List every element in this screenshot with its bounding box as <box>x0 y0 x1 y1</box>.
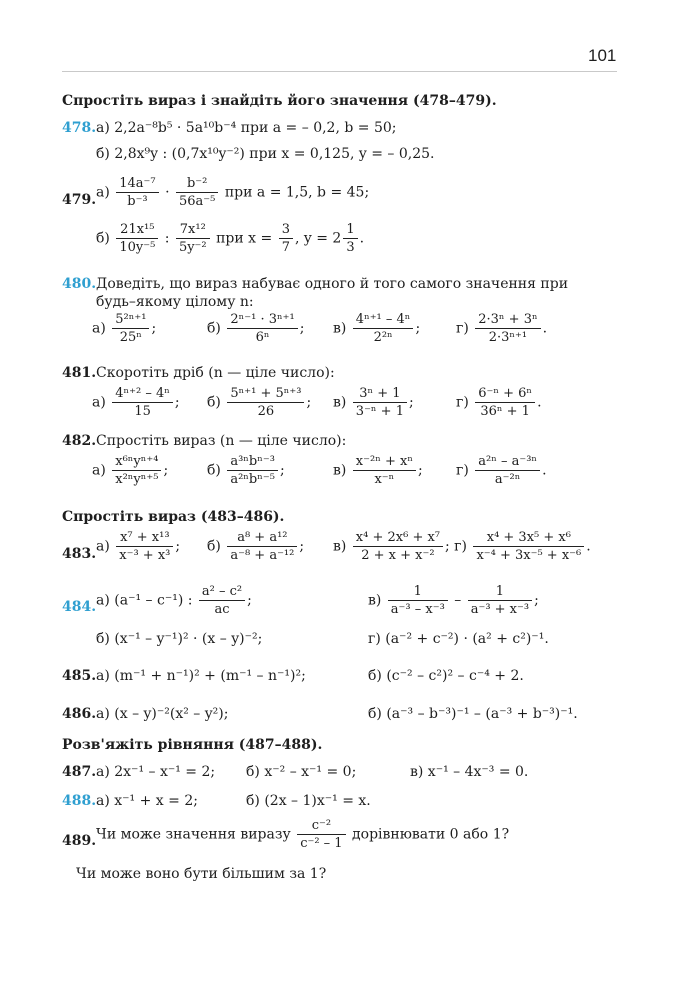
fraction <box>343 222 357 255</box>
denominator: 3 <box>346 240 355 255</box>
problem-number-488: 488. <box>62 793 97 809</box>
page-number: 101 <box>588 46 617 65</box>
label: а) <box>92 462 106 479</box>
fraction <box>227 454 278 487</box>
problem-number-489: 489. <box>62 833 97 849</box>
problem-482-heading: Спростіть вираз (n — ціле число): <box>96 433 347 449</box>
numerator: 4ⁿ⁺¹ – 4ⁿ <box>353 312 414 329</box>
problem-number-486: 486. <box>62 706 97 722</box>
denominator: x²ⁿyⁿ⁺⁵ <box>115 472 159 487</box>
fraction <box>475 454 540 487</box>
punct: ; <box>174 394 180 411</box>
problem-478-b: б) 2,8x⁹y : (0,7x¹⁰y⁻²) при x = 0,125, y = – 0,25. <box>96 146 435 162</box>
denominator: x⁻ⁿ <box>374 472 395 487</box>
problem-482-d <box>456 454 547 487</box>
punct: ; <box>306 394 312 411</box>
numerator: a⁸ + a¹² <box>227 530 297 547</box>
punct: . <box>537 394 542 411</box>
section-heading-483-486: Спростіть вираз (483–486). <box>62 509 285 525</box>
numerator: 1 <box>343 222 357 239</box>
fraction <box>353 386 407 419</box>
punct: ; <box>163 462 169 479</box>
problem-484-c <box>368 584 539 617</box>
denominator: a⁻³ + x⁻³ <box>470 602 530 617</box>
problem-480-text-1: Доведіть, що вираз набуває одного й того самого значення при <box>96 276 569 292</box>
numerator: 6⁻ⁿ + 6ⁿ <box>475 386 535 403</box>
denominator: 10y⁻⁵ <box>119 240 156 255</box>
fraction <box>473 530 584 563</box>
fraction <box>116 222 158 255</box>
problem-number-479: 479. <box>62 192 97 208</box>
problem-488-b: б) (2x – 1)x⁻¹ = x. <box>246 793 371 809</box>
denominator: a⁻⁸ + a⁻¹² <box>230 548 295 563</box>
text: дорівнювати 0 або 1? <box>352 826 510 843</box>
problem-488-a: а) x⁻¹ + x = 2; <box>96 793 198 809</box>
label: в) <box>333 394 347 411</box>
punct: ; <box>175 538 181 555</box>
problem-480-d <box>456 312 547 345</box>
condition: при x = <box>216 230 273 247</box>
problem-number-481: 481. <box>62 365 97 381</box>
numerator: a²ⁿ – a⁻³ⁿ <box>475 454 540 471</box>
label: а) <box>96 592 110 609</box>
problem-481-d <box>456 386 542 419</box>
problem-487-c: в) x⁻¹ – 4x⁻³ = 0. <box>410 764 529 780</box>
operator: : <box>164 230 170 247</box>
problem-480-a <box>92 312 156 345</box>
problem-number-480: 480. <box>62 276 97 292</box>
label: а) <box>92 394 106 411</box>
numerator: x⁶ⁿyⁿ⁺⁴ <box>112 454 161 471</box>
denominator: 26 <box>257 404 275 419</box>
numerator: x⁴ + 3x⁵ + x⁶ <box>473 530 584 547</box>
problem-number-483: 483. <box>62 546 97 562</box>
fraction <box>353 454 416 487</box>
numerator: 14a⁻⁷ <box>116 176 158 193</box>
problem-479-a <box>96 176 369 209</box>
numerator: b⁻² <box>176 176 218 193</box>
denominator: b⁻³ <box>127 194 148 209</box>
denominator: ac <box>214 602 230 617</box>
label: г) <box>456 320 469 337</box>
numerator: a³ⁿbⁿ⁻³ <box>227 454 278 471</box>
punct: ; <box>151 320 157 337</box>
label: в) <box>333 320 347 337</box>
section-heading-478-479: Спростіть вираз і знайдіть його значення (478–479). <box>62 93 497 109</box>
punct: ; <box>279 462 285 479</box>
fraction <box>112 386 173 419</box>
denominator: c⁻² – 1 <box>300 836 343 851</box>
numerator: 5ⁿ⁺¹ + 5ⁿ⁺³ <box>227 386 304 403</box>
label: б) <box>207 462 221 479</box>
problem-number-482: 482. <box>62 433 97 449</box>
problem-number-484: 484. <box>62 599 97 615</box>
problem-486-a: а) (x – y)⁻²(x² – y²); <box>96 706 229 722</box>
problem-482-b <box>207 454 285 487</box>
numerator: x⁻²ⁿ + xⁿ <box>353 454 416 471</box>
fraction <box>199 584 245 617</box>
fraction <box>116 530 173 563</box>
fraction <box>116 176 158 209</box>
numerator: c⁻² <box>297 818 345 835</box>
problem-481-b <box>207 386 311 419</box>
problem-483-b <box>207 530 304 563</box>
operator: · <box>165 184 170 201</box>
label: в) <box>333 538 347 555</box>
fraction <box>353 530 443 563</box>
label: г) <box>456 462 469 479</box>
problem-484-b: б) (x⁻¹ – y⁻¹)² · (x – y)⁻²; <box>96 631 263 647</box>
punct: . <box>359 230 365 247</box>
label: б) <box>207 538 221 555</box>
problem-487-a: а) 2x⁻¹ – x⁻¹ = 2; <box>96 764 216 780</box>
denominator: 2²ⁿ <box>373 330 393 345</box>
fraction <box>112 454 161 487</box>
problem-number-485: 485. <box>62 668 97 684</box>
problem-489-question-2: Чи може воно бути більшим за 1? <box>76 866 327 882</box>
label: б) <box>207 394 221 411</box>
problem-480-text-2: будь–якому цілому n: <box>96 294 254 310</box>
denominator: 2·3ⁿ⁺¹ <box>488 330 528 345</box>
fraction <box>353 312 414 345</box>
numerator: 3 <box>279 222 293 239</box>
denominator: 5y⁻² <box>178 240 207 255</box>
label: а) <box>96 538 110 555</box>
denominator: 36ⁿ + 1 <box>480 404 530 419</box>
problem-489-text <box>96 818 509 851</box>
fraction <box>475 312 540 345</box>
problem-485-a: а) (m⁻¹ + n⁻¹)² + (m⁻¹ – n⁻¹)²; <box>96 668 306 684</box>
denominator: 2 + x + x⁻² <box>361 548 435 563</box>
denominator: a²ⁿbⁿ⁻⁵ <box>230 472 275 487</box>
fraction <box>112 312 149 345</box>
problem-485-b: б) (c⁻² – c²)² – c⁻⁴ + 2. <box>368 668 524 684</box>
numerator: 2·3ⁿ + 3ⁿ <box>475 312 540 329</box>
fraction <box>468 584 532 617</box>
fraction <box>227 312 297 345</box>
numerator: 7x¹² <box>176 222 210 239</box>
problem-487-b: б) x⁻² – x⁻¹ = 0; <box>246 764 357 780</box>
punct: ; <box>534 592 539 609</box>
punct: ; <box>408 394 414 411</box>
problem-484-d: г) (a⁻² + c⁻²) · (a² + c²)⁻¹. <box>368 631 549 647</box>
numerator: 21x¹⁵ <box>116 222 158 239</box>
problem-number-478: 478. <box>62 120 97 136</box>
fraction <box>279 222 293 255</box>
fraction <box>227 386 304 419</box>
section-heading-487-488: Розв'яжіть рівняння (487–488). <box>62 737 323 753</box>
denominator: a⁻³ – x⁻³ <box>390 602 445 617</box>
problem-480-b <box>207 312 304 345</box>
punct: . <box>586 538 591 555</box>
punct: ; <box>247 592 252 609</box>
punct: . <box>542 320 548 337</box>
numerator: 1 <box>388 584 448 601</box>
punct: . <box>542 462 547 479</box>
fraction <box>176 222 210 255</box>
numerator: 2ⁿ⁻¹ · 3ⁿ⁺¹ <box>227 312 297 329</box>
denominator: a⁻²ⁿ <box>494 472 521 487</box>
label: б) <box>96 230 110 247</box>
denominator: x⁻⁴ + 3x⁻⁵ + x⁻⁶ <box>476 548 582 563</box>
label: а) <box>96 184 110 201</box>
problem-480-c <box>333 312 420 345</box>
expression: (a⁻¹ – c⁻¹) : <box>114 592 193 609</box>
fraction <box>176 176 218 209</box>
label: г) <box>456 394 469 411</box>
header-rule <box>62 71 617 72</box>
problem-481-heading: Скоротіть дріб (n — ціле число): <box>96 365 335 381</box>
denominator: 6ⁿ <box>255 330 270 345</box>
fraction <box>227 530 297 563</box>
problem-483-c-d <box>333 530 591 563</box>
problem-484-a <box>96 584 252 617</box>
punct: ; <box>299 320 305 337</box>
numerator: x⁷ + x¹³ <box>116 530 173 547</box>
denominator: 15 <box>134 404 151 419</box>
problem-482-c <box>333 454 423 487</box>
condition: при a = 1,5, b = 45; <box>224 184 370 201</box>
denominator: 25ⁿ <box>119 330 142 345</box>
numerator: x⁴ + 2x⁶ + x⁷ <box>353 530 443 547</box>
problem-number-487: 487. <box>62 764 97 780</box>
denominator: 3⁻ⁿ + 1 <box>355 404 404 419</box>
fraction <box>297 818 345 851</box>
numerator: 5²ⁿ⁺¹ <box>112 312 149 329</box>
numerator: a² – c² <box>199 584 245 601</box>
problem-481-c <box>333 386 414 419</box>
problem-481-a <box>92 386 180 419</box>
label: б) <box>207 320 221 337</box>
numerator: 1 <box>468 584 532 601</box>
fraction <box>388 584 448 617</box>
label: в) <box>333 462 347 479</box>
problem-479-b <box>96 222 364 255</box>
label: а) <box>92 320 106 337</box>
punct: ; г) <box>445 538 467 555</box>
denominator: 7 <box>281 240 290 255</box>
fraction <box>475 386 535 419</box>
denominator: x⁻³ + x³ <box>119 548 171 563</box>
denominator: 56a⁻⁵ <box>179 194 216 209</box>
numerator: 3ⁿ + 1 <box>353 386 407 403</box>
text: Чи може значення виразу <box>96 826 291 843</box>
problem-483-a <box>96 530 180 563</box>
problem-486-b: б) (a⁻³ – b⁻³)⁻¹ – (a⁻³ + b⁻³)⁻¹. <box>368 706 578 722</box>
problem-482-a <box>92 454 168 487</box>
condition: , y = 2 <box>294 230 342 247</box>
numerator: 4ⁿ⁺² – 4ⁿ <box>112 386 173 403</box>
punct: ; <box>417 462 423 479</box>
punct: ; <box>415 320 421 337</box>
label: в) <box>368 592 382 609</box>
operator: – <box>454 592 462 609</box>
problem-478-a: а) 2,2a⁻⁸b⁵ · 5a¹⁰b⁻⁴ при a = – 0,2, b = 50; <box>96 120 397 136</box>
punct: ; <box>299 538 305 555</box>
